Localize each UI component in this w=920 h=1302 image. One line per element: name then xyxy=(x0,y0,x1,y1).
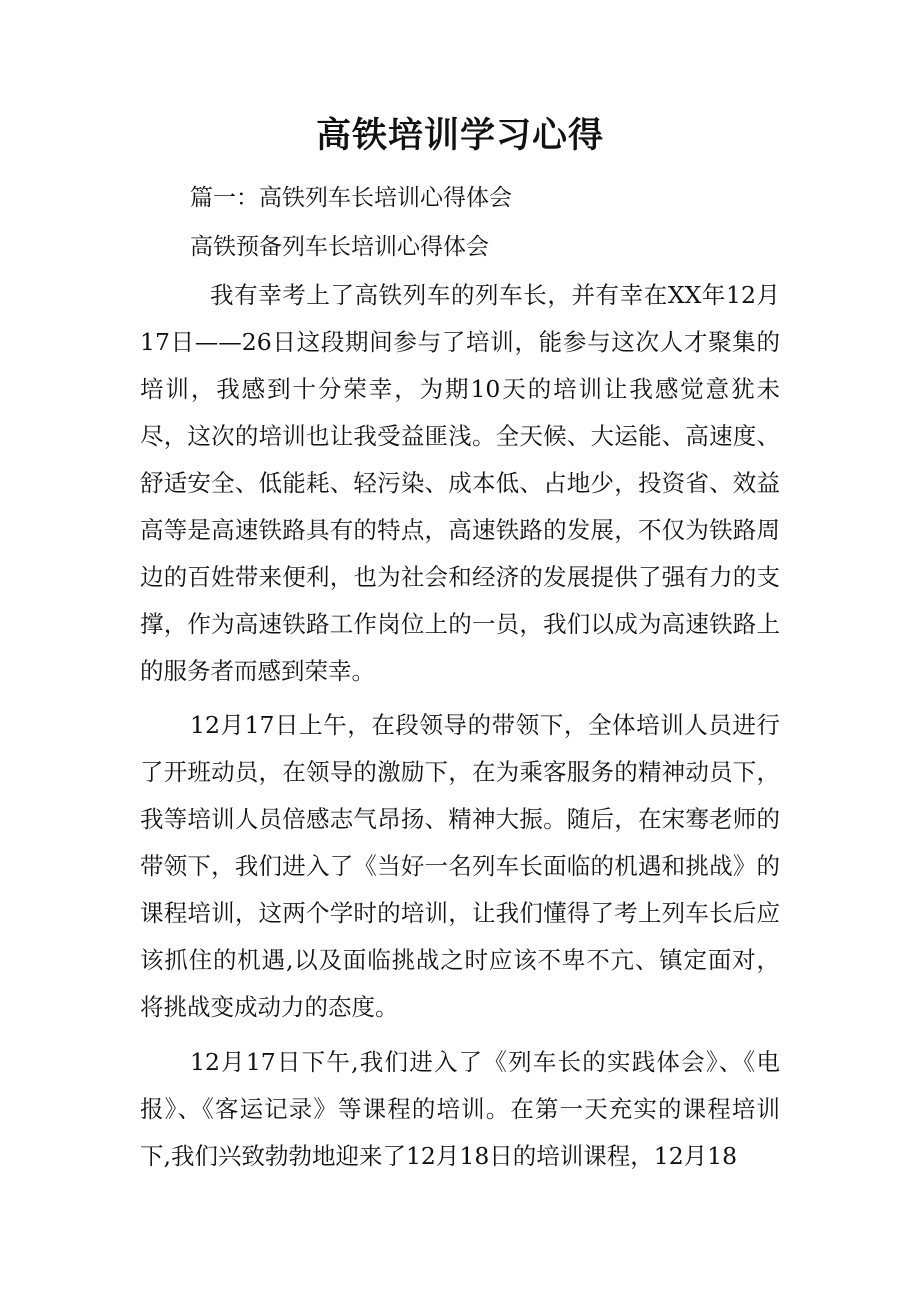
document-title: 高铁培训学习心得 xyxy=(315,115,604,156)
body-paragraph-2: 12月17日上午，在段领导的带领下，全体培训人员进行了开班动员，在领导的激励下，在为乘客服务的精神动员下，我等培训人员倍感志气昂扬、精神大振。随后，在宋骞老师的带领下，我们进入了《当好一名列车长面临的机遇和挑战》的课程培训，这两个学时的培训，让我们懂得了考上列车长后应该抓住的机遇,以及面临挑战之时应该不卑不亢、镇定面对，将挑战变成动力的态度。 xyxy=(140,711,780,1021)
body-paragraph-3: 12月17日下午,我们进入了《列车长的实践体会》、《电报》、《客运记录》等课程的培训。在第一天充实的课程培训下,我们兴致勃勃地迎来了12月18日的培训课程，12月18 xyxy=(140,1048,780,1170)
section-heading: 篇一：高铁列车长培训心得体会 xyxy=(190,185,512,211)
body-paragraph-1: 我有幸考上了高铁列车的列车长，并有幸在XX年12月17日——26日这段期间参与了培训，能参与这次人才聚集的培训，我感到十分荣幸，为期10天的培训让我感觉意犹未尽，这次的培训也让我受益匪浅。全天候、大运能、高速度、舒适安全、低能耗、轻污染、成本低、占地少，投资省、效益高等是高速铁路具有的特点，高速铁路的发展，不仅为铁路周边的百姓带来便利，也为社会和经济的发展提供了强有力的支撑，作为高速铁路工作岗位上的一员，我们以成为高速铁路上的服务者而感到荣幸。 xyxy=(140,281,780,685)
sub-heading: 高铁预备列车长培训心得体会 xyxy=(190,234,489,260)
